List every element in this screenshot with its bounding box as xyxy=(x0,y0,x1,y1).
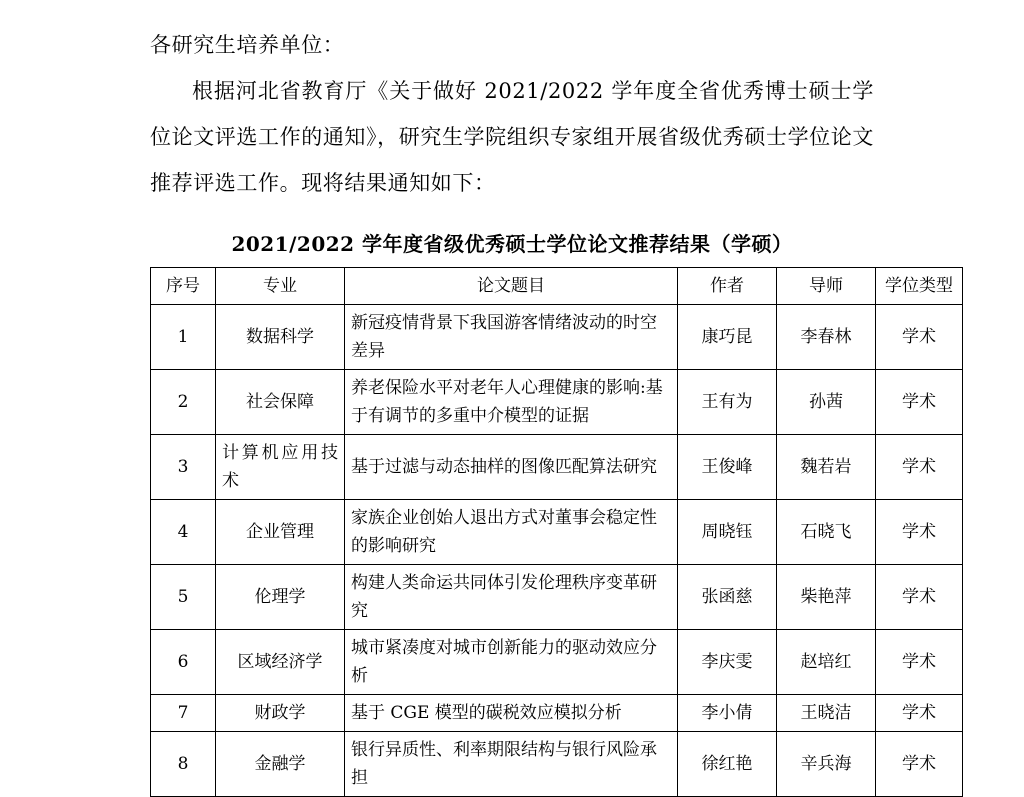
cell-thesis: 银行异质性、利率期限结构与银行风险承担 xyxy=(345,732,678,797)
cell-supervisor: 赵培红 xyxy=(777,630,876,695)
table-row xyxy=(151,630,963,695)
cell-major: 金融学 xyxy=(216,732,345,797)
header-supervisor: 导师 xyxy=(777,268,876,305)
cell-supervisor: 石晓飞 xyxy=(777,500,876,565)
cell-no: 8 xyxy=(151,732,216,797)
cell-supervisor: 王晓洁 xyxy=(777,695,876,732)
cell-major: 企业管理 xyxy=(216,500,345,565)
table-row xyxy=(151,732,963,797)
table-row xyxy=(151,500,963,565)
cell-degree-type: 学术 xyxy=(876,435,963,500)
cell-no: 5 xyxy=(151,565,216,630)
salutation-paragraph: 各研究生培养单位： xyxy=(150,33,345,57)
table-row xyxy=(151,695,963,732)
cell-degree-type: 学术 xyxy=(876,370,963,435)
cell-thesis: 基于 CGE 模型的碳税效应模拟分析 xyxy=(345,695,678,732)
cell-major: 计算机应用技术 xyxy=(216,435,345,500)
recommendation-results-table xyxy=(150,267,963,797)
cell-no: 4 xyxy=(151,500,216,565)
cell-major: 数据科学 xyxy=(216,305,345,370)
cell-author: 康巧昆 xyxy=(678,305,777,370)
cell-supervisor: 孙茜 xyxy=(777,370,876,435)
cell-major: 区域经济学 xyxy=(216,630,345,695)
cell-thesis: 城市紧凑度对城市创新能力的驱动效应分析 xyxy=(345,630,678,695)
cell-major: 财政学 xyxy=(216,695,345,732)
cell-degree-type: 学术 xyxy=(876,305,963,370)
cell-author: 李小倩 xyxy=(678,695,777,732)
cell-supervisor: 李春林 xyxy=(777,305,876,370)
cell-no: 1 xyxy=(151,305,216,370)
cell-major: 社会保障 xyxy=(216,370,345,435)
cell-no: 7 xyxy=(151,695,216,732)
table-title: 2021/2022 学年度省级优秀硕士学位论文推荐结果（学硕） xyxy=(231,232,793,256)
cell-no: 3 xyxy=(151,435,216,500)
cell-supervisor: 柴艳萍 xyxy=(777,565,876,630)
cell-thesis: 家族企业创始人退出方式对董事会稳定性的影响研究 xyxy=(345,500,678,565)
cell-degree-type: 学术 xyxy=(876,630,963,695)
header-no: 序号 xyxy=(151,268,216,305)
cell-author: 张函慈 xyxy=(678,565,777,630)
header-degree-type: 学位类型 xyxy=(876,268,963,305)
cell-degree-type: 学术 xyxy=(876,565,963,630)
cell-degree-type: 学术 xyxy=(876,695,963,732)
table-row xyxy=(151,435,963,500)
cell-author: 王有为 xyxy=(678,370,777,435)
cell-degree-type: 学术 xyxy=(876,500,963,565)
cell-thesis: 基于过滤与动态抽样的图像匹配算法研究 xyxy=(345,435,678,500)
table-row xyxy=(151,305,963,370)
table-header-row xyxy=(151,268,963,305)
cell-author: 徐红艳 xyxy=(678,732,777,797)
cell-thesis: 构建人类命运共同体引发伦理秩序变革研究 xyxy=(345,565,678,630)
cell-no: 6 xyxy=(151,630,216,695)
cell-thesis: 养老保险水平对老年人心理健康的影响:基于有调节的多重中介模型的证据 xyxy=(345,370,678,435)
cell-author: 李庆雯 xyxy=(678,630,777,695)
cell-author: 周晓钰 xyxy=(678,500,777,565)
cell-major: 伦理学 xyxy=(216,565,345,630)
header-author: 作者 xyxy=(678,268,777,305)
cell-supervisor: 魏若岩 xyxy=(777,435,876,500)
cell-thesis: 新冠疫情背景下我国游客情绪波动的时空差异 xyxy=(345,305,678,370)
header-major: 专业 xyxy=(216,268,345,305)
cell-degree-type: 学术 xyxy=(876,732,963,797)
table-row xyxy=(151,565,963,630)
cell-no: 2 xyxy=(151,370,216,435)
body-paragraph: 根据河北省教育厅《关于做好 2021/2022 学年度全省优秀博士硕士学位论文评选工作的通知》，研究生学院组织专家组开展省级优秀硕士学位论文推荐评选工作。现将结果通知如下： xyxy=(150,79,874,195)
cell-author: 王俊峰 xyxy=(678,435,777,500)
cell-supervisor: 辛兵海 xyxy=(777,732,876,797)
header-thesis: 论文题目 xyxy=(345,268,678,305)
table-row xyxy=(151,370,963,435)
